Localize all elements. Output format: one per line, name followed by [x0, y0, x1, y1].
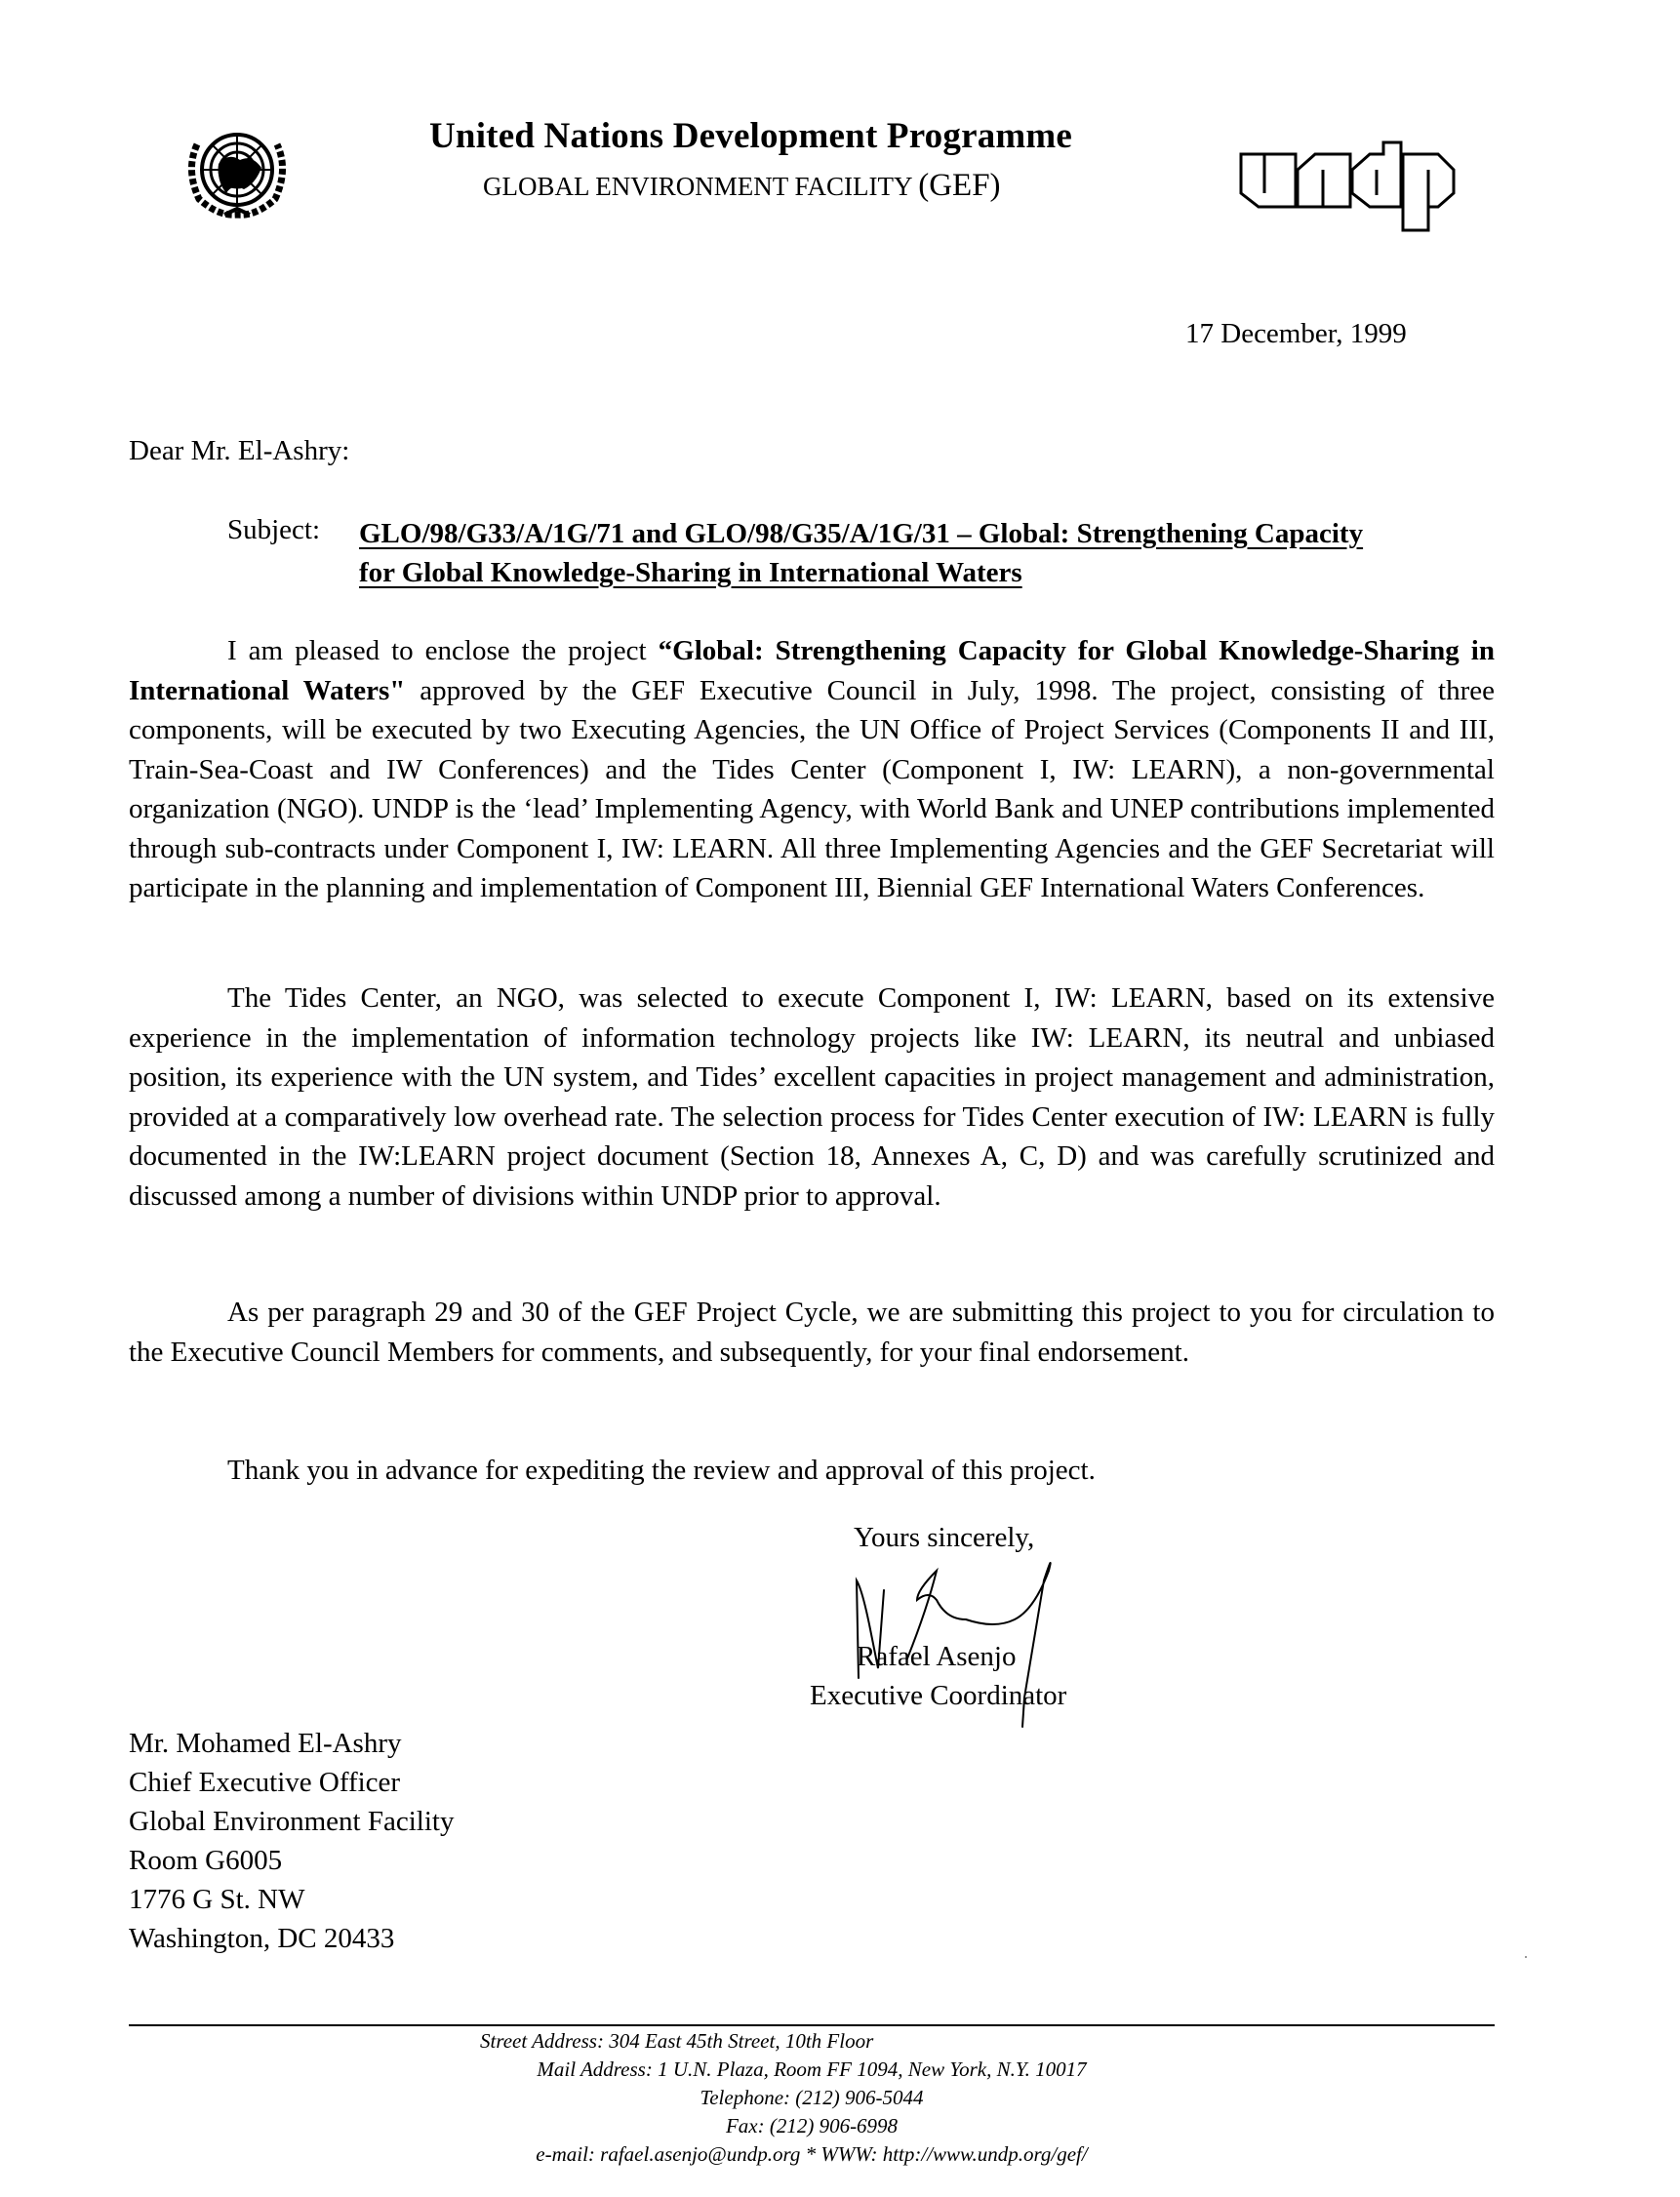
body-paragraph-2: The Tides Center, an NGO, was selected to execute Component I, IW: LEARN, based on its extensive experience in the implementation of information technology projects like IW: LEARN, its neutral and unbiased position, its experience with the UN system, and Tides’ excellent capacities in project management and administration, provided at a comparatively low overhead rate. The selection process for Tides Center execution of IW: LEARN is fully documented in the IW:LEARN project document (Section 18, Annexes A, C, D) and was carefully scrutinized and discussed among a number of divisions within UNDP prior to approval.	[129, 982, 1495, 1212]
recipient-name: Mr. Mohamed El-Ashry	[129, 1728, 402, 1759]
facility-name	[483, 168, 1001, 204]
facility-abbrev: (GEF)	[918, 168, 1001, 203]
salutation: Dear Mr. El-Ashry:	[129, 435, 350, 466]
facility-name-text: GLOBAL ENVIRONMENT FACILITY	[483, 172, 912, 201]
body-paragraph-3: As per paragraph 29 and 30 of the GEF Project Cycle, we are submitting this project to you for circulation to the Executive Council Members for comments, and subsequently, for your final endorsement.	[129, 1297, 1495, 1368]
undp-logo-icon	[1237, 140, 1461, 234]
recipient-street: 1776 G St. NW	[129, 1884, 305, 1915]
paragraph-1-rest: approved by the GEF Executive Council in July, 1998. The project, consisting of three components, will be executed by two Executing Agencies, the UN Office of Project Services (Components II and III, Train-Sea-Coast and IW Conferences) and the Tides Center (Component I, IW: LEARN), a non-governmental organization (NGO). UNDP is the ‘lead’ Implementing Agency, with World Bank and UNEP contributions implemented through sub-contracts under Component I, IW: LEARN. All three Implementing Agencies and the GEF Secretariat will participate in the planning and implementation of Component III, Biennial GEF International Waters Conferences.	[129, 674, 1495, 903]
un-emblem-icon	[180, 125, 295, 222]
footer-divider	[129, 2024, 1495, 2026]
recipient-address	[129, 1724, 454, 1958]
body-paragraph-4: Thank you in advance for expediting the review and approval of this project.	[227, 1455, 1096, 1486]
footer-street: Street Address: 304 East 45th Street, 10th Floor	[480, 2029, 874, 2053]
footer-mail: Mail Address: 1 U.N. Plaza, Room FF 1094, New York, N.Y. 10017	[537, 2057, 1087, 2081]
signer-name: Rafael Asenjo	[857, 1641, 1017, 1672]
body-paragraph-1	[129, 631, 1495, 908]
footer-telephone: Telephone: (212) 906-5044	[700, 2086, 924, 2109]
scan-speck	[1525, 1956, 1527, 1958]
letter-date: 17 December, 1999	[1185, 318, 1407, 349]
footer-contact	[129, 2027, 1495, 2169]
signer-title: Executive Coordinator	[810, 1680, 1067, 1711]
paragraph-1-lead: I am pleased to enclose the project	[227, 635, 659, 666]
closing: Yours sincerely,	[854, 1522, 1035, 1553]
recipient-room: Room G6005	[129, 1845, 283, 1876]
project-title-bold: “Global: Strengthening Capacity for Global Knowledge-Sharing in International Waters"	[129, 635, 1495, 706]
footer-fax: Fax: (212) 906-6998	[725, 2114, 899, 2137]
footer-email-web: e-mail: rafael.asenjo@undp.org * WWW: http://www.undp.org/gef/	[536, 2142, 1088, 2166]
recipient-organization: Global Environment Facility	[129, 1806, 455, 1837]
subject-label: Subject:	[227, 514, 321, 545]
org-name: United Nations Development Programme	[429, 116, 1073, 156]
subject-text: GLO/98/G33/A/1G/71 and GLO/98/G35/A/1G/31 – Global: Strengthening Capacity for Global Knowledge-Sharing in International Waters	[359, 518, 1364, 588]
recipient-position: Chief Executive Officer	[129, 1767, 401, 1798]
recipient-city: Washington, DC 20433	[129, 1923, 395, 1954]
